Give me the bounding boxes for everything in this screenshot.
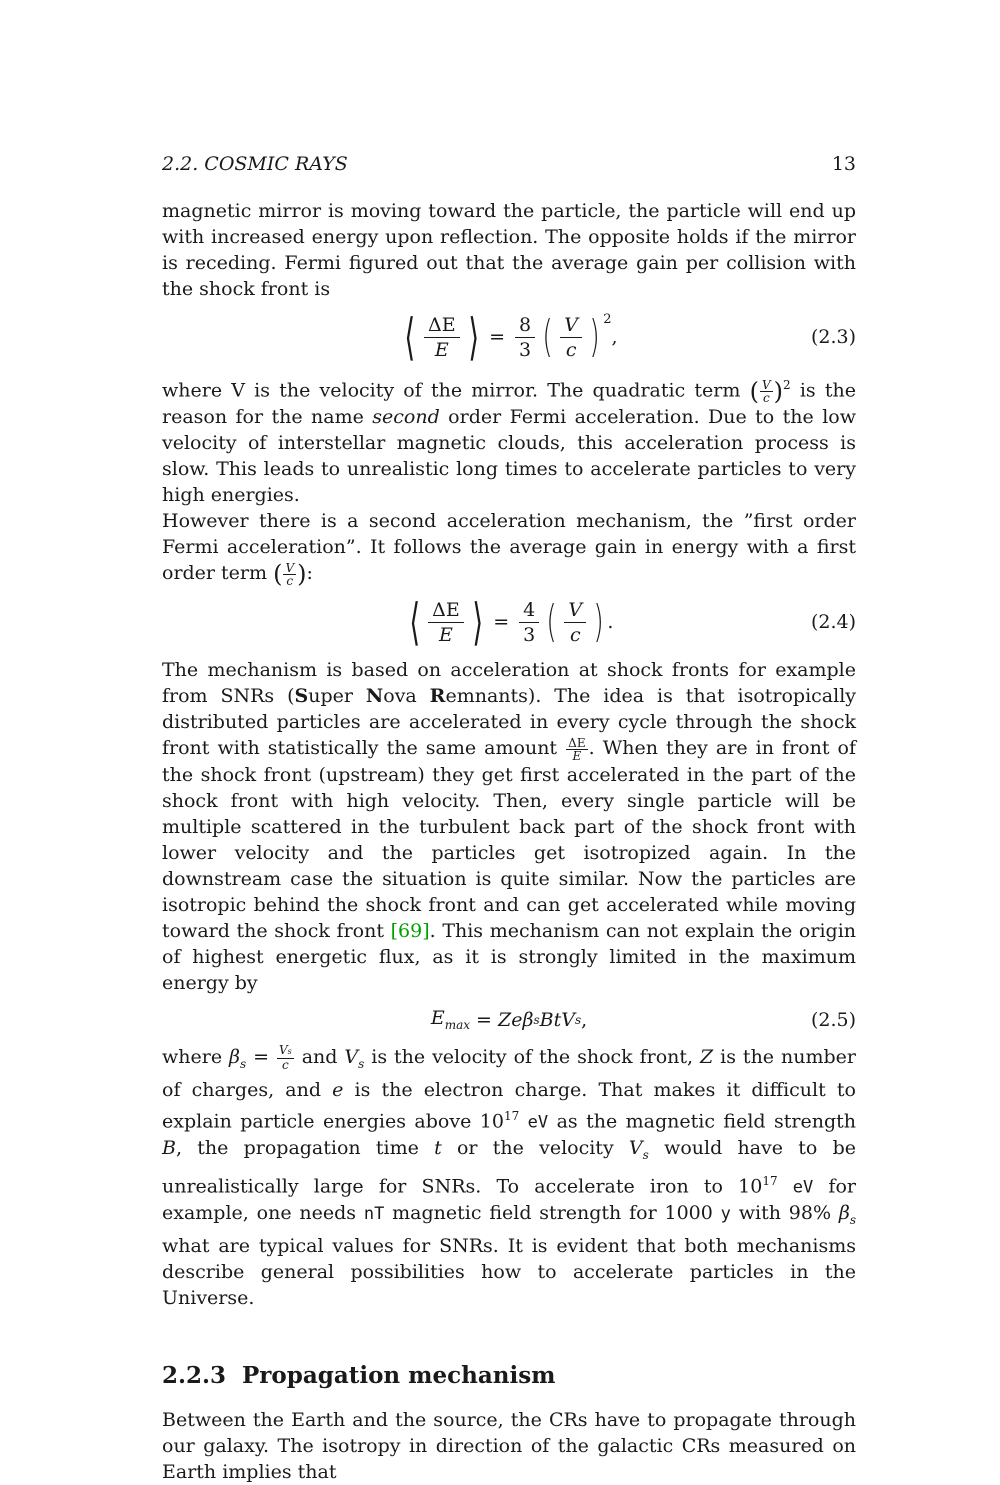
- paragraph-2: where V is the velocity of the mirror. The quadratic term ( $\frac{V}{c}$ )$^2$ is the reason for the name second order Fermi acceleration. Due to the low velocity of interstellar magnetic clouds, this acceleration process is slow. This leads to unrealistic long times to accelerate particles to very high energies.: [162, 377, 856, 507]
- equation-number-2-5: (2.5): [810, 1008, 856, 1031]
- section-title: Propagation mechanism: [242, 1361, 556, 1389]
- left-paren: (: [542, 311, 553, 362]
- fraction-delta-e-over-e: $\frac{\Delta E}{E}$: [428, 598, 464, 647]
- equation-2-3: [162, 302, 856, 372]
- fraction-delta-e-over-e: $\frac{\Delta E}{E}$: [424, 313, 460, 362]
- fraction-v-over-c: $\frac{V}{c}$: [560, 313, 582, 362]
- paragraph-3: However there is a second acceleration mechanism, the ”first order Fermi acceleration”. It follows the average gain in energy with a first order term ( $\frac{V}{c}$ ):: [162, 510, 856, 589]
- paragraph-1: magnetic mirror is moving toward the particle, the particle will end up with increased energy upon reflection. The opposite holds if the mirror is receding. Fermi figured out that the average gain per collision with the shock front is: [162, 200, 856, 300]
- right-angle-bracket: ⟩: [467, 308, 479, 366]
- running-head-title: 2.2. COSMIC RAYS: [162, 153, 348, 175]
- page-number: 13: [831, 153, 856, 175]
- left-angle-bracket: ⟨: [404, 308, 416, 366]
- right-paren: ): [589, 311, 600, 362]
- left-angle-bracket: ⟨: [409, 593, 420, 652]
- paragraph-4: The mechanism is based on acceleration at shock fronts for example from SNRs (Super Nova Remnants). The idea is that isotropically distributed particles are accelerated in every cycle through the shock front with statistically the same amount $\frac{\Delta E}{E}$ . When they are in front of the shock front (upstream) they get first accelerated in the part of the shock front with high velocity. Then, every single particle will be multiple scattered in the turbulent back part of the shock front with lower velocity and the particles get isotropized again. In the downstream case the situation is quite similar. Now the particles are isotropic behind the shock front and can get accelerated while moving toward the shock front [69]. This mechanism can not explain the origin of highest energetic flux, as it is strongly limited in the maximum energy by: [162, 659, 857, 994]
- left-paren: (: [546, 596, 557, 648]
- section-heading: [162, 1359, 856, 1393]
- page: [162, 150, 856, 1485]
- section-number: 2.2.3: [162, 1361, 227, 1389]
- equals-sign: =: [489, 326, 506, 348]
- equation-number-2-4: (2.4): [810, 611, 856, 634]
- trailing-comma: ,: [611, 326, 618, 348]
- equals-sign: =: [493, 611, 510, 634]
- paragraph-6: Between the Earth and the source, the CRs have to propagate through our galaxy. The isotropy in direction of the galactic CRs measured on Earth implies that: [162, 1408, 856, 1483]
- equation-number-2-3: (2.3): [810, 326, 856, 348]
- fraction-v-over-c: $\frac{V}{c}$: [564, 598, 586, 647]
- exponent: 2: [603, 312, 612, 327]
- right-paren: ): [593, 596, 604, 648]
- equation-2-5: $E_{max}$ = Ze β s BtV s , (2.5): [430, 1007, 856, 1033]
- equation-2-4: [162, 587, 856, 657]
- paragraph-5: where $\beta_s$ = $\frac{Vs}{c}$ and $V_s$ is the velocity of the shock front, Z is the number of charges, and e is the electron charge. That makes it difficult to explain particle energies above $10^{17}$ eV as the magnetic field strength B, the propagation time t or the velocity $V_s$ would have to be unrealistically large for SNRs. To accelerate iron to $10^{17}$ eV for example, one needs nT magnetic field strength for 1000 y with 98% $\beta_s$ what are typical values for SNRs. It is evident that both mechanisms describe general possibilities how to accelerate particles in the Universe.: [162, 1043, 856, 1309]
- coefficient-fraction: $\frac{8}{3}$: [515, 313, 535, 362]
- right-angle-bracket: ⟩: [472, 593, 483, 652]
- citation-link[interactable]: [69]: [390, 919, 430, 942]
- coefficient-fraction: $\frac{4}{3}$: [519, 598, 539, 647]
- running-head: [162, 150, 856, 178]
- trailing-period: .: [607, 611, 614, 634]
